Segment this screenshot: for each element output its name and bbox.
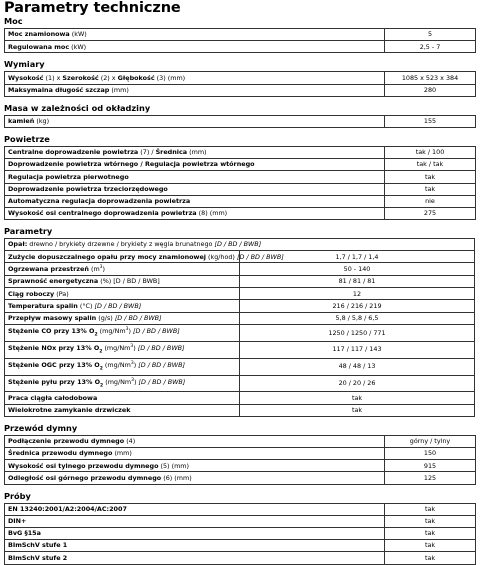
row-label: Odległość osi górnego przewodu dymnego (6) (mm) xyxy=(5,472,385,484)
section-title-przewod-dymny: Przewód dymny xyxy=(4,422,78,433)
table-wymiary xyxy=(4,71,476,96)
row-value: tak xyxy=(385,503,476,515)
table-row xyxy=(5,448,476,460)
row-value: tak / 100 xyxy=(385,146,476,158)
row-label: Moc znamionowa (kW) xyxy=(5,29,385,41)
table-row xyxy=(5,540,476,552)
row-label: Wielokrotne zamykanie drzwiczek xyxy=(5,404,240,416)
section-title-masa: Masa w zależności od okładziny xyxy=(4,102,151,113)
row-label: Podłączenie przewodu dymnego (4) xyxy=(5,435,385,447)
row-label: Praca ciągła całodobowa xyxy=(5,392,240,404)
table-row xyxy=(5,552,476,564)
table-row xyxy=(5,239,475,251)
table-row xyxy=(5,159,476,171)
row-label: Automatyczna regulacja doprowadzenia powietrza xyxy=(5,195,385,207)
table-row xyxy=(5,300,475,312)
row-label: Ciąg roboczy (Pa) xyxy=(5,288,240,300)
row-value: 1,7 / 1,7 / 1,4 xyxy=(240,251,475,263)
table-row xyxy=(5,263,475,276)
row-label: Zużycie dopuszczalnego opału przy mocy znamionowej (kg/hod) [D / BD / BWB] xyxy=(5,251,240,263)
row-label: Stężenie pyłu przy 13% $O_2$ (mg/Nm$^3$) [D / BD / BWB] xyxy=(5,375,240,392)
table-row xyxy=(5,171,476,183)
table-masa xyxy=(4,115,476,128)
row-value: 20 / 20 / 26 xyxy=(240,375,475,392)
row-value: tak xyxy=(385,527,476,539)
table-row xyxy=(5,183,476,195)
row-value: 150 xyxy=(385,448,476,460)
row-label: kamień (kg) xyxy=(5,115,385,127)
table-row xyxy=(5,288,475,300)
table-row xyxy=(5,503,476,515)
table-row xyxy=(5,276,475,288)
row-label: Średnica przewodu dymnego (mm) xyxy=(5,448,385,460)
row-value: 12 xyxy=(240,288,475,300)
table-row xyxy=(5,435,476,447)
page-title: Parametry techniczne xyxy=(4,0,181,16)
table-row xyxy=(5,146,476,158)
table-row xyxy=(5,472,476,484)
table-row xyxy=(5,41,476,53)
row-label: Ogrzewana przestrzeń $(m^3)$ xyxy=(5,263,240,276)
row-value: 2,5 - 7 xyxy=(385,41,476,53)
row-label: Wysokość (1) x Szerokość (2) x Głębokość (3) (mm) xyxy=(5,72,385,84)
row-label: Stężenie NOx przy 13% $O_2$ (mg/Nm$^3$) [D / BD / BWB] xyxy=(5,341,240,358)
row-label: Regulowana moc (kW) xyxy=(5,41,385,53)
table-row xyxy=(5,341,475,358)
row-label: Regulacja powietrza pierwotnego xyxy=(5,171,385,183)
row-label: BImSchV stufe 1 xyxy=(5,540,385,552)
section-title-wymiary: Wymiary xyxy=(4,59,45,70)
row-label: Maksymalna długość szczap (mm) xyxy=(5,84,385,96)
row-value: górny / tylny xyxy=(385,435,476,447)
row-label: Temperatura spalin (°C) [D / BD / BWB] xyxy=(5,300,240,312)
table-moc xyxy=(4,28,476,53)
row-label: Stężenie CO przy 13% $O_2$ (mg/Nm$^3$) [D / BD / BWB] xyxy=(5,324,240,341)
row-label: Opał: drewno / brykiety drzewne / brykiety z węgla brunatnego [D / BD / BWB] xyxy=(5,239,475,251)
row-value: tak xyxy=(385,515,476,527)
row-value: 48 / 48 / 13 xyxy=(240,358,475,375)
row-label: Sprawność energetyczna (%) [D / BD / BWB] xyxy=(5,276,240,288)
table-przewod-dymny xyxy=(4,435,476,485)
section-title-powietrze: Powietrze xyxy=(4,133,50,144)
table-row xyxy=(5,404,475,416)
row-label: Przepływ masowy spalin (g/s) [D / BD / BWB] xyxy=(5,312,240,324)
row-label: Wysokość osi tylnego przewodu dymnego (5) (mm) xyxy=(5,460,385,472)
table-row xyxy=(5,527,476,539)
row-value: 117 / 117 / 143 xyxy=(240,341,475,358)
row-value: 280 xyxy=(385,84,476,96)
table-row xyxy=(5,392,475,404)
row-label: Centralne doprowadzenie powietrza (7) / Średnica (mm) xyxy=(5,146,385,158)
row-value: tak xyxy=(385,183,476,195)
table-row xyxy=(5,375,475,392)
table-row xyxy=(5,358,475,375)
row-label: BvG §15a xyxy=(5,527,385,539)
row-value: 5,8 / 5,8 / 6,5 xyxy=(240,312,475,324)
row-value: tak / tak xyxy=(385,159,476,171)
row-value: 81 / 81 / 81 xyxy=(240,276,475,288)
row-label: Doprowadzenie powietrza trzeciorzędowego xyxy=(5,183,385,195)
row-value: 275 xyxy=(385,207,476,219)
row-value: tak xyxy=(240,404,475,416)
table-row xyxy=(5,84,476,96)
table-row xyxy=(5,324,475,341)
row-label: EN 13240:2001/A2:2004/AC:2007 xyxy=(5,503,385,515)
table-parametry xyxy=(4,238,475,417)
table-row xyxy=(5,312,475,324)
section-title-parametry: Parametry xyxy=(4,226,53,237)
row-value: tak xyxy=(240,392,475,404)
row-value: 1250 / 1250 / 771 xyxy=(240,324,475,341)
row-value: nie xyxy=(385,195,476,207)
row-value: 216 / 216 / 219 xyxy=(240,300,475,312)
table-proby xyxy=(4,503,476,565)
row-label: DIN+ xyxy=(5,515,385,527)
row-value: tak xyxy=(385,540,476,552)
row-value: tak xyxy=(385,552,476,564)
row-label: BImSchV stufe 2 xyxy=(5,552,385,564)
table-row xyxy=(5,515,476,527)
row-value: 155 xyxy=(385,115,476,127)
table-row xyxy=(5,460,476,472)
table-row xyxy=(5,251,475,263)
row-label: Wysokość osi centralnego doprowadzenia powietrza (8) (mm) xyxy=(5,207,385,219)
table-row xyxy=(5,115,476,127)
row-label: Stężenie OGC przy 13% $O_2$ (mg/Nm$^3$) [D / BD / BWB] xyxy=(5,358,240,375)
section-title-moc: Moc xyxy=(4,16,23,26)
table-row xyxy=(5,195,476,207)
section-title-proby: Próby xyxy=(4,490,31,501)
table-powietrze xyxy=(4,146,476,220)
row-value: 50 - 140 xyxy=(240,263,475,276)
row-label: Doprowadzenie powietrza wtórnego / Regulacja powietrza wtórnego xyxy=(5,159,385,171)
row-value: 5 xyxy=(385,29,476,41)
row-value: 1085 x 523 x 384 xyxy=(385,72,476,84)
row-value: 125 xyxy=(385,472,476,484)
table-row xyxy=(5,207,476,219)
table-row xyxy=(5,29,476,41)
row-value: tak xyxy=(385,171,476,183)
row-value: 915 xyxy=(385,460,476,472)
table-row xyxy=(5,72,476,84)
